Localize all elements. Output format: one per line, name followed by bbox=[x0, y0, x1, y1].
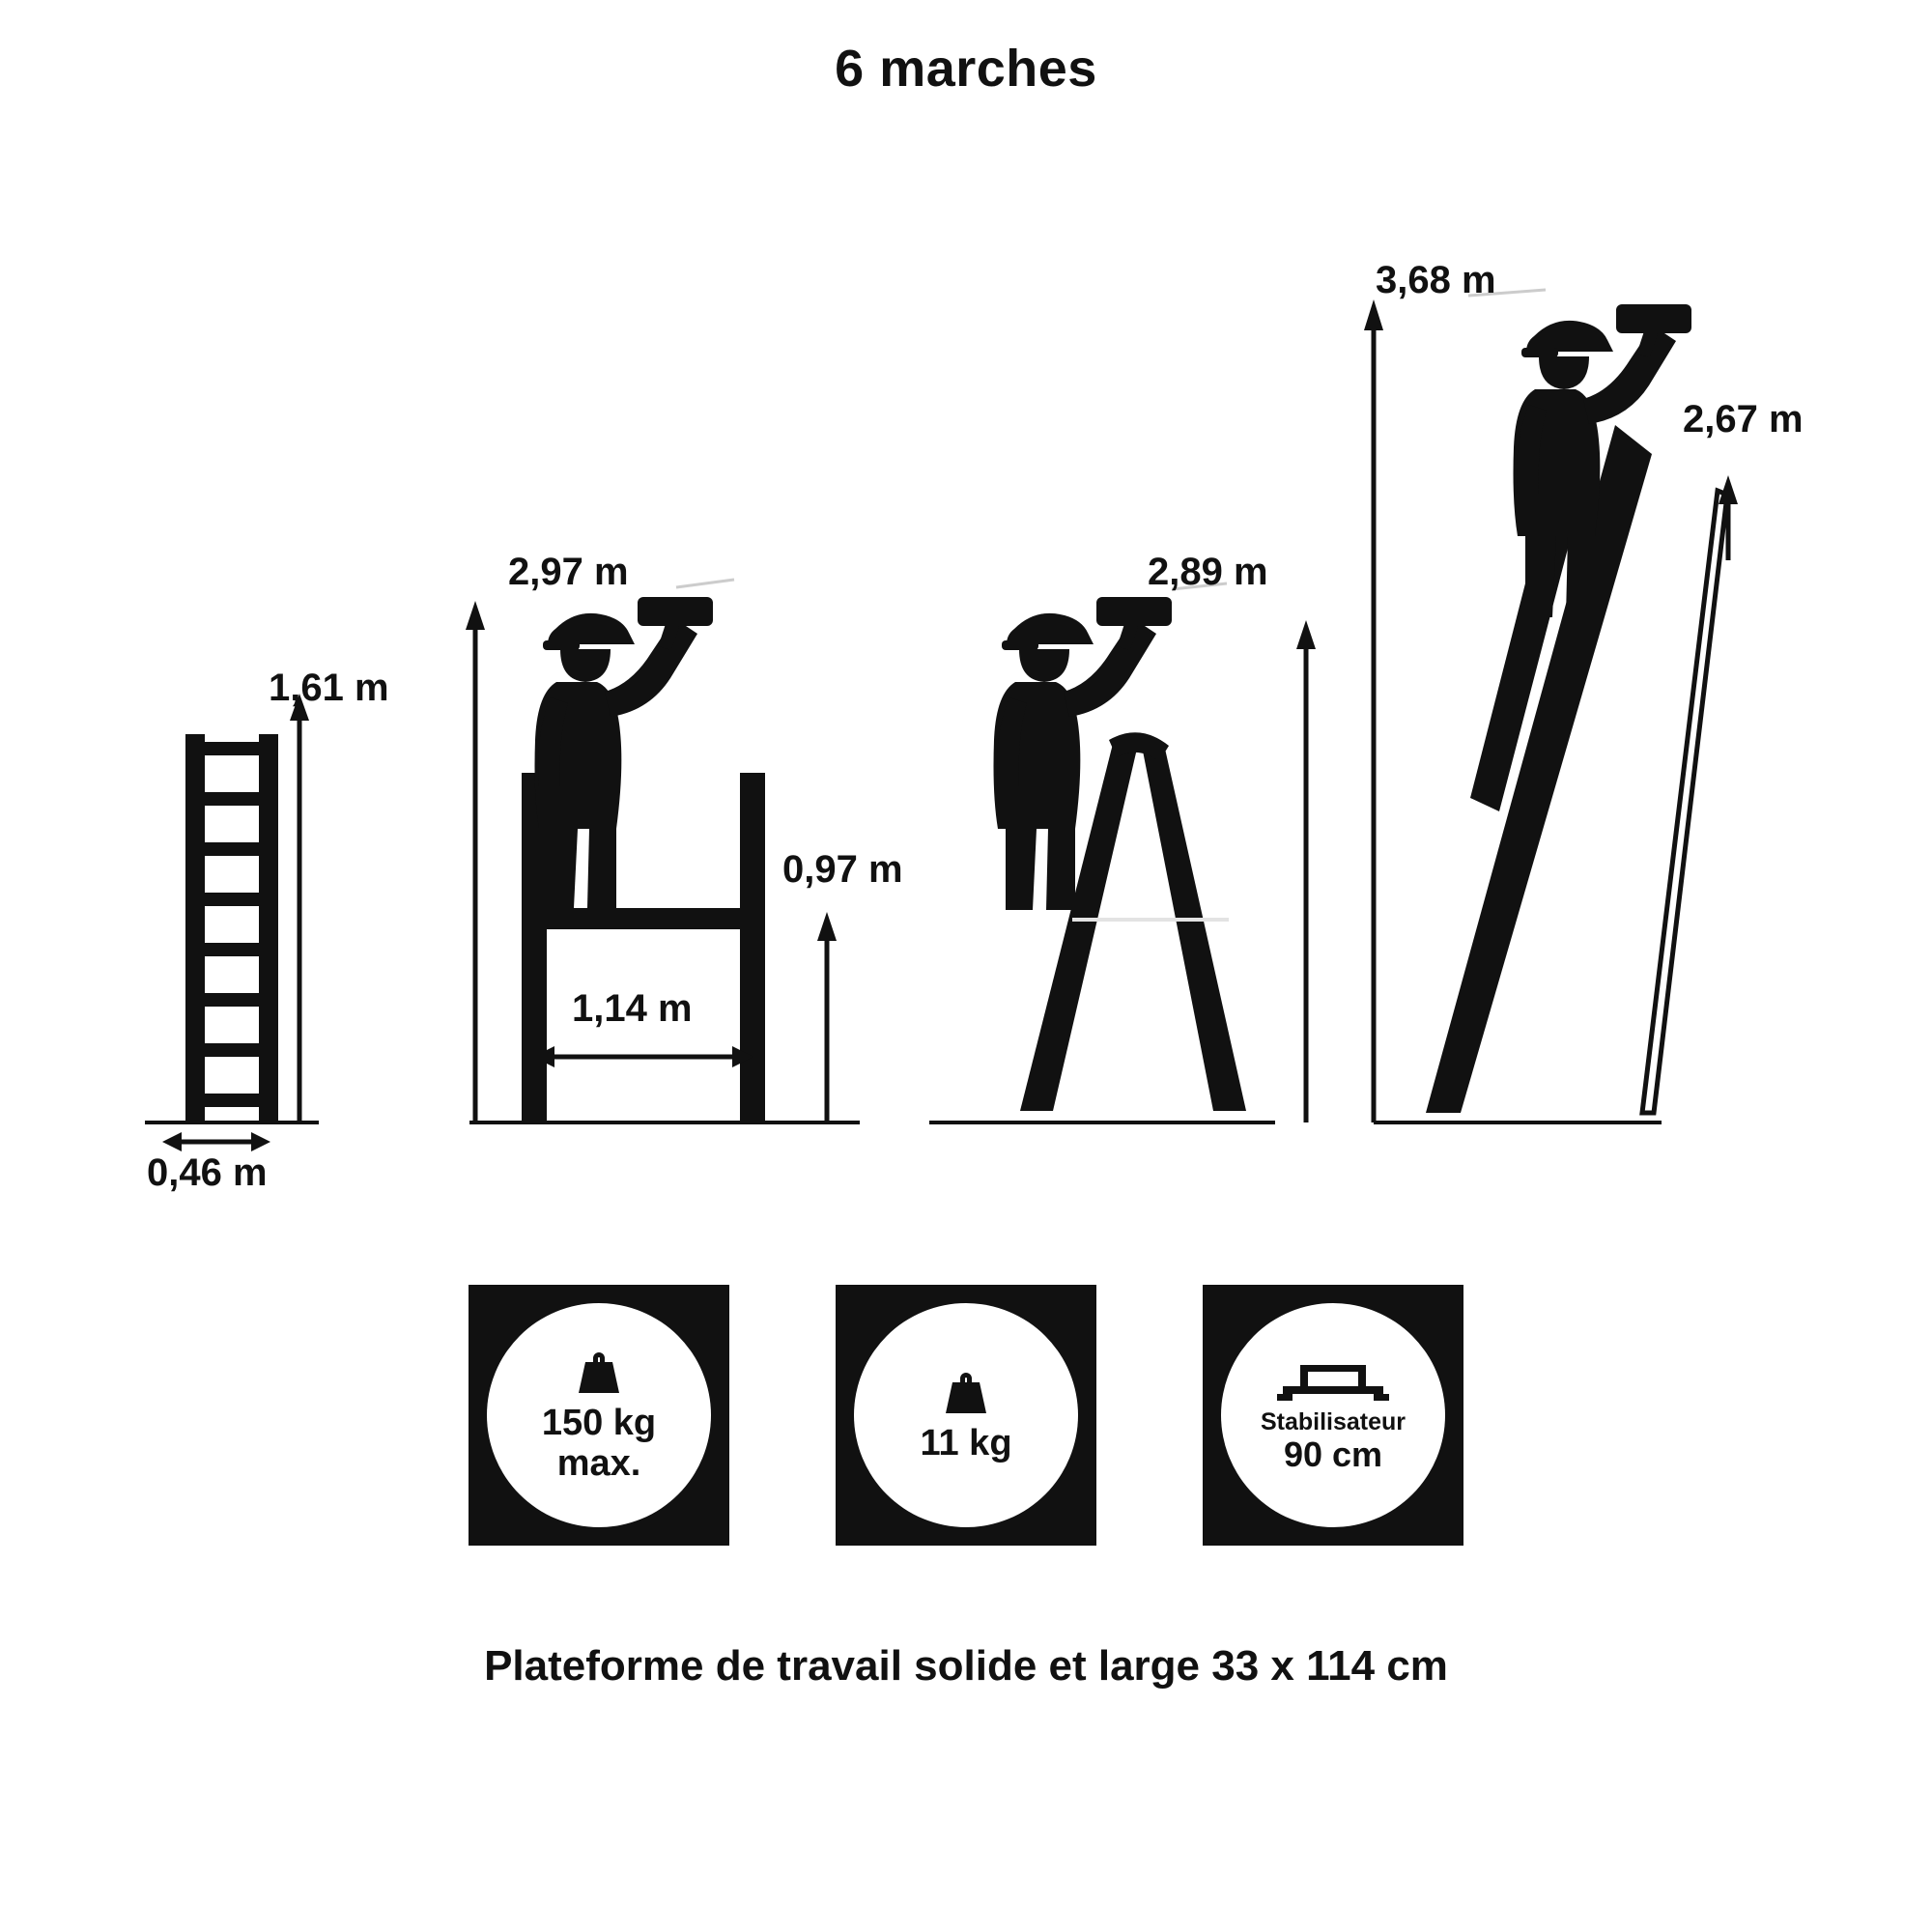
view-ladder-folded bbox=[145, 694, 319, 1151]
label-leaning-ladder-length: 2,67 m bbox=[1683, 398, 1804, 440]
label-ladder-folded-width: 0,46 m bbox=[147, 1151, 268, 1194]
label-platform-reach-height: 2,97 m bbox=[508, 551, 629, 593]
badge-product-weight-circle bbox=[854, 1303, 1078, 1527]
weight-icon bbox=[939, 1367, 993, 1417]
badge-max-load-line2: max. bbox=[556, 1443, 641, 1484]
label-platform-base-width: 1,14 m bbox=[572, 987, 693, 1030]
page-caption: Plateforme de travail solide et large 33 x 114 cm bbox=[484, 1642, 1448, 1690]
weight-icon bbox=[572, 1347, 626, 1397]
badge-stabiliser-line2: 90 cm bbox=[1283, 1435, 1383, 1475]
badge-product-weight-line1: 11 kg bbox=[920, 1423, 1012, 1464]
label-ladder-folded-height: 1,61 m bbox=[269, 667, 389, 709]
stabiliser-bar-icon bbox=[1275, 1357, 1391, 1404]
view-a-frame-ladder bbox=[929, 583, 1316, 1122]
badge-max-load bbox=[469, 1285, 729, 1546]
label-platform-height: 0,97 m bbox=[782, 848, 903, 891]
badge-max-load-line1: 150 kg bbox=[541, 1403, 657, 1444]
badge-stabiliser-line1: Stabilisateur bbox=[1260, 1407, 1406, 1435]
page-title: 6 marches bbox=[835, 40, 1097, 98]
badge-stabiliser-circle bbox=[1221, 1303, 1445, 1527]
badge-stabiliser bbox=[1203, 1285, 1463, 1546]
badge-row bbox=[0, 1285, 1932, 1546]
badge-product-weight bbox=[836, 1285, 1096, 1546]
view-leaning-extension-ladder bbox=[1364, 290, 1738, 1122]
badge-max-load-circle bbox=[487, 1303, 711, 1527]
label-leaning-reach-height: 3,68 m bbox=[1376, 259, 1496, 301]
label-a-frame-reach-height: 2,89 m bbox=[1148, 551, 1268, 593]
